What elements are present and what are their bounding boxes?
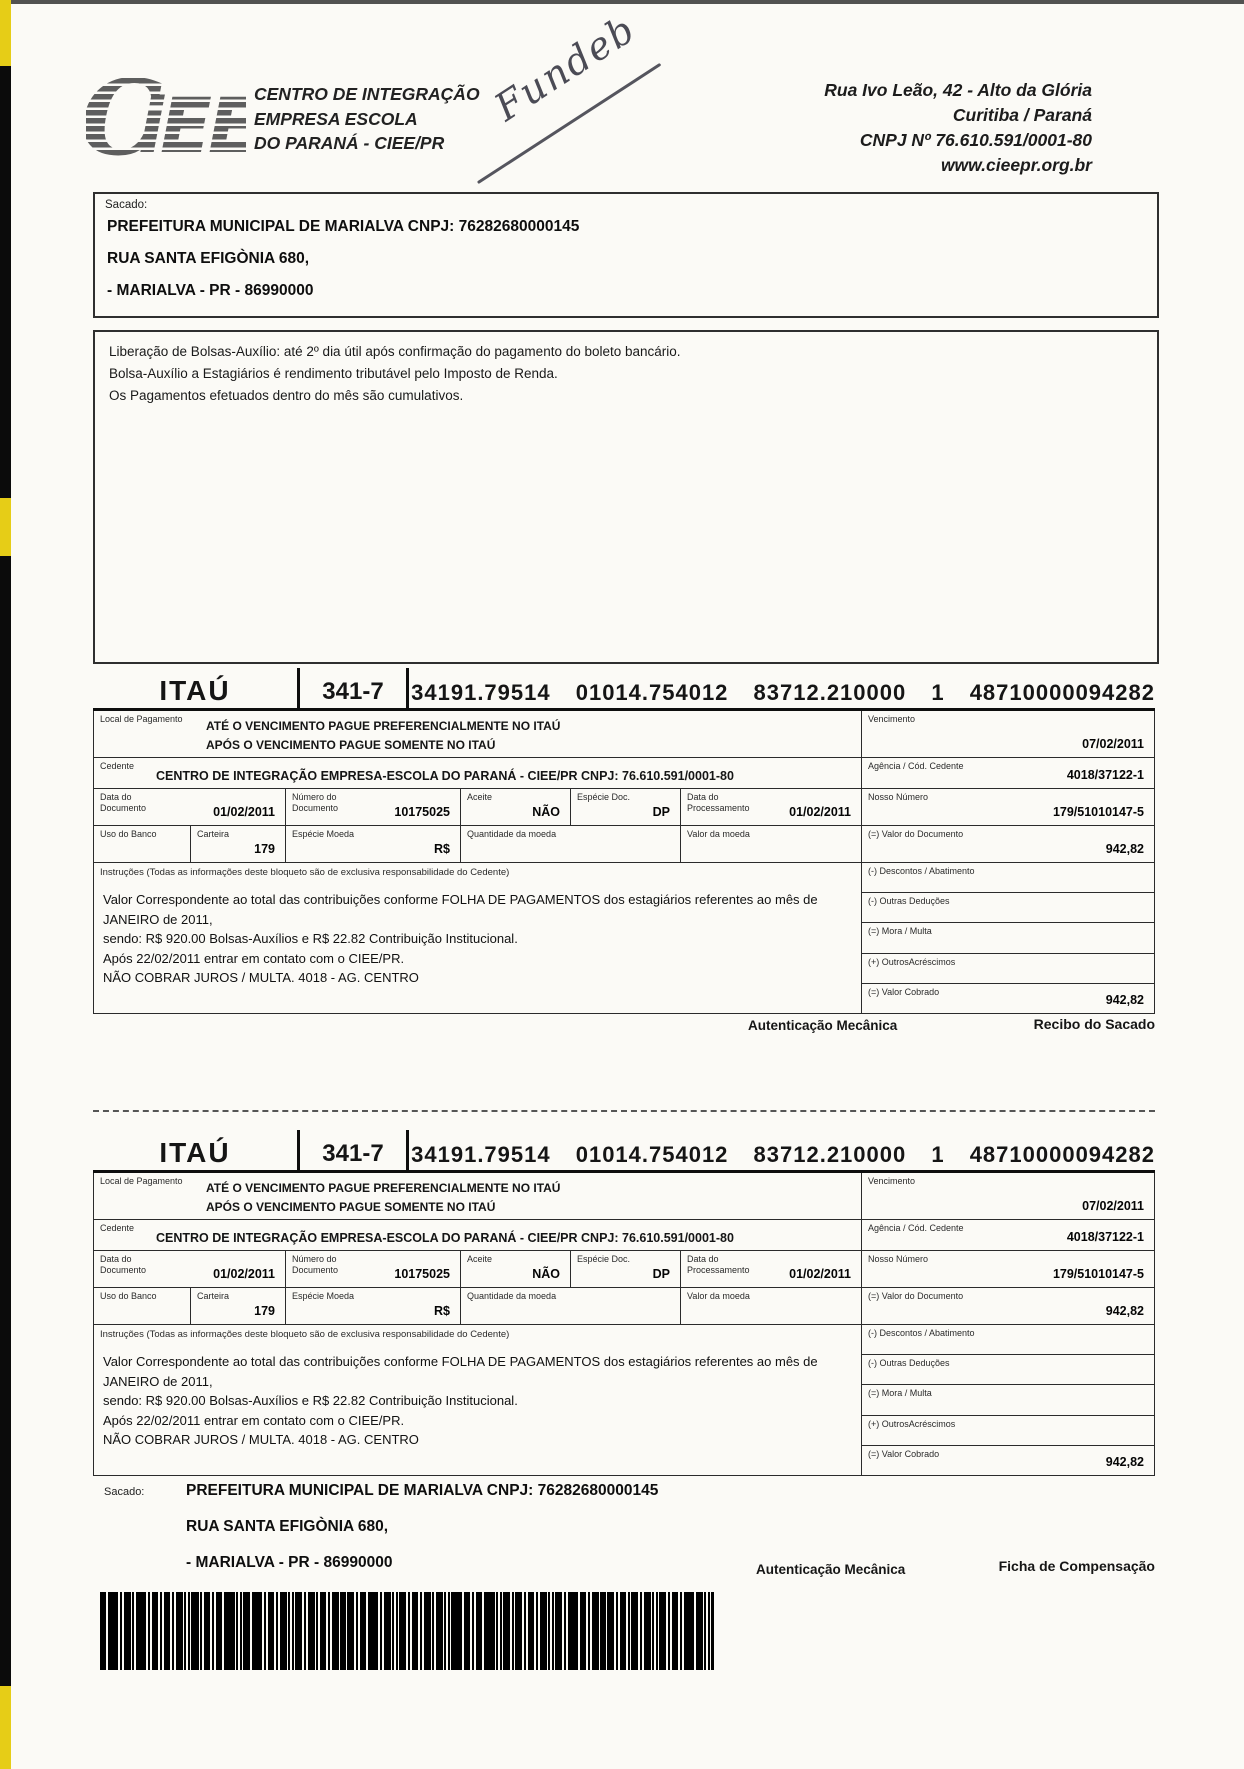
sacado-city: - MARIALVA - PR - 86990000 <box>107 282 314 299</box>
bank-header-row <box>93 668 1155 711</box>
field-label: Número do Documento <box>292 1254 339 1276</box>
digitable-line: 34191.79514 01014.754012 83712.210000 1 48710000094282 <box>411 1142 1155 1167</box>
instrucoes-line: Valor Correspondente ao total das contribuições conforme FOLHA DE PAGAMENTOS dos estagiários referentes ao mês de JANEIRO de 2011, <box>103 1354 818 1389</box>
field-agencia-cod-cedente <box>862 758 1154 788</box>
field-nosso-numero <box>862 1251 1154 1287</box>
totals-stack <box>862 863 1154 1013</box>
handwritten-annotation: Fundeb <box>486 6 644 130</box>
field-value: 179 <box>254 842 275 856</box>
field-label: (+) OutrosAcréscimos <box>868 1418 956 1429</box>
scan-edge-left <box>0 0 11 1769</box>
field-label: Uso do Banco <box>100 1291 157 1301</box>
field-instrucoes <box>94 1325 862 1475</box>
field-value: 10175025 <box>394 805 450 819</box>
field-data-documento <box>94 789 286 825</box>
field-data-processamento <box>681 789 862 825</box>
field-cedente <box>94 1220 862 1250</box>
field-label: Espécie Doc. <box>577 792 631 802</box>
field-value <box>206 1179 560 1217</box>
grid-row <box>94 1220 1154 1251</box>
instrucoes-line: Após 22/02/2011 entrar em contato com o CIEE/PR. <box>103 950 405 966</box>
grid-row <box>94 1251 1154 1288</box>
grid-row <box>94 711 1154 758</box>
field-label: Local de Pagamento <box>100 714 183 724</box>
field-instrucoes <box>94 863 862 1013</box>
field-label: Número do Documento <box>292 792 339 814</box>
field-outros-acrescimos <box>862 1416 1154 1446</box>
recibo-sacado-label: Recibo do Sacado <box>1033 1016 1155 1032</box>
field-label: Vencimento <box>868 714 916 724</box>
sacado-label: Sacado: <box>104 1486 145 1498</box>
grid-row <box>94 1173 1154 1220</box>
field-uso-banco <box>94 1288 191 1324</box>
org-name-block <box>254 82 480 156</box>
field-carteira <box>191 826 286 862</box>
field-label: (+) OutrosAcréscimos <box>868 956 956 967</box>
boleto-ficha-compensacao <box>93 1130 1155 1476</box>
grid-row <box>94 826 1154 863</box>
field-descontos <box>862 1325 1154 1355</box>
notice-line: Os Pagamentos efetuados dentro do mês são cumulativos. <box>109 388 464 403</box>
field-local-pagamento <box>94 711 862 757</box>
field-value: 942,82 <box>1105 842 1144 856</box>
field-outras-deducoes <box>862 893 1154 923</box>
field-value: 4018/37122-1 <box>1066 768 1144 782</box>
field-label: (=) Valor do Documento <box>868 1291 964 1301</box>
field-valor-documento <box>862 826 1154 862</box>
field-label: Data do Documento <box>100 792 147 814</box>
field-value: 01/02/2011 <box>213 805 275 819</box>
field-quantidade-moeda <box>461 1288 681 1324</box>
grid-row <box>94 789 1154 826</box>
field-label: Espécie Moeda <box>292 1291 355 1301</box>
field-label: (-) Outras Deduções <box>868 896 950 907</box>
field-outras-deducoes <box>862 1355 1154 1385</box>
field-data-documento <box>94 1251 286 1287</box>
bank-name: ITAÚ <box>159 1137 231 1168</box>
field-value <box>206 717 560 755</box>
org-line: DO PARANÁ - CIEE/PR <box>254 133 445 153</box>
autenticacao-mecanica-label: Autenticação Mecânica <box>748 1018 898 1033</box>
field-value: 01/02/2011 <box>789 805 851 819</box>
field-aceite <box>461 789 571 825</box>
field-value: 942,82 <box>1105 993 1144 1008</box>
field-label: Local de Pagamento <box>100 1176 183 1186</box>
field-label: Cedente <box>100 1223 135 1233</box>
field-value: 179/51010147-5 <box>1052 1267 1144 1281</box>
notice-line: Bolsa-Auxílio a Estagiários é rendimento tributável pelo Imposto de Renda. <box>109 366 558 381</box>
field-label: (=) Valor do Documento <box>868 829 964 839</box>
field-value: DP <box>652 1267 670 1281</box>
field-valor-documento <box>862 1288 1154 1324</box>
field-quantidade-moeda <box>461 826 681 862</box>
grid-row <box>94 863 1154 1013</box>
field-label: Valor da moeda <box>687 829 750 839</box>
field-value: CENTRO DE INTEGRAÇÃO EMPRESA-ESCOLA DO PARANÁ - CIEE/PR CNPJ: 76.610.591/0001-80 <box>156 769 734 783</box>
instrucoes-line: NÃO COBRAR JUROS / MULTA. 4018 - AG. CENTRO <box>103 970 419 985</box>
instrucoes-text <box>103 1352 847 1450</box>
sacado-name: PREFEITURA MUNICIPAL DE MARIALVA CNPJ: 76282680000145 <box>186 1482 659 1499</box>
field-value: 942,82 <box>1105 1304 1144 1318</box>
field-vencimento <box>862 1173 1154 1219</box>
field-label: Espécie Moeda <box>292 829 355 839</box>
sacado-address: RUA SANTA EFIGÒNIA 680, <box>107 250 310 267</box>
field-label: Valor da moeda <box>687 1291 750 1301</box>
field-especie-doc <box>571 789 681 825</box>
sacado-address: RUA SANTA EFIGÒNIA 680, <box>186 1518 389 1535</box>
field-label: Nosso Número <box>868 792 929 802</box>
field-valor-cobrado <box>862 984 1154 1013</box>
address-line: CNPJ Nº 76.610.591/0001-80 <box>859 129 1092 150</box>
scan-artifact <box>0 498 11 556</box>
field-label: Cedente <box>100 761 135 771</box>
instrucoes-line: sendo: R$ 920.00 Bolsas-Auxílios e R$ 22.82 Contribuição Institucional. <box>103 1393 518 1408</box>
field-label: Aceite <box>467 792 493 802</box>
field-value: 179/51010147-5 <box>1052 805 1144 819</box>
field-value: 4018/37122-1 <box>1066 1230 1144 1244</box>
field-uso-banco <box>94 826 191 862</box>
field-label: Carteira <box>197 829 230 839</box>
field-numero-documento <box>286 789 461 825</box>
field-label: Data do Processamento <box>687 1254 750 1276</box>
notice-box <box>93 330 1159 664</box>
cut-line <box>93 1110 1155 1112</box>
grid-row <box>94 758 1154 789</box>
field-data-processamento <box>681 1251 862 1287</box>
field-label: Agência / Cód. Cedente <box>868 761 964 771</box>
ciee-logo-icon <box>86 62 246 162</box>
instrucoes-line: Valor Correspondente ao total das contribuições conforme FOLHA DE PAGAMENTOS dos estagiários referentes ao mês de JANEIRO de 2011, <box>103 892 818 927</box>
svg-text:iEE: iEE <box>138 81 246 162</box>
field-label: Instruções (Todas as informações deste bloqueto são de exclusiva responsabilidade do Cedente) <box>100 867 510 878</box>
bank-code: 341-7 <box>322 1140 384 1167</box>
field-local-pagamento <box>94 1173 862 1219</box>
field-label: Carteira <box>197 1291 230 1301</box>
field-label: Instruções (Todas as informações deste bloqueto são de exclusiva responsabilidade do Cedente) <box>100 1329 510 1340</box>
field-label: (-) Descontos / Abatimento <box>868 1328 975 1338</box>
field-value: NÃO <box>532 805 560 819</box>
field-mora-multa <box>862 923 1154 953</box>
notice-line: Liberação de Bolsas-Auxílio: até 2º dia útil após confirmação do pagamento do boleto bancário. <box>109 344 681 359</box>
field-value: R$ <box>434 842 450 856</box>
field-value: NÃO <box>532 1267 560 1281</box>
scan-artifact <box>0 0 11 66</box>
field-value: 942,82 <box>1105 1455 1144 1470</box>
field-label: (-) Outras Deduções <box>868 1358 950 1369</box>
field-label: Aceite <box>467 1254 493 1264</box>
bank-header-row <box>93 1130 1155 1173</box>
address-line: Rua Ivo Leão, 42 - Alto da Glória <box>824 80 1092 100</box>
field-label: (=) Valor Cobrado <box>868 986 940 997</box>
bank-name: ITAÚ <box>159 675 231 706</box>
scan-artifact <box>0 1686 11 1769</box>
field-label: Data do Processamento <box>687 792 750 814</box>
field-especie-moeda <box>286 826 461 862</box>
field-value-line: ATÉ O VENCIMENTO PAGUE PREFERENCIALMENTE NO ITAÚ <box>206 1181 561 1195</box>
sacado-name: PREFEITURA MUNICIPAL DE MARIALVA CNPJ: 76282680000145 <box>107 218 580 235</box>
field-outros-acrescimos <box>862 954 1154 984</box>
field-mora-multa <box>862 1385 1154 1415</box>
grid-row <box>94 1288 1154 1325</box>
field-aceite <box>461 1251 571 1287</box>
digitable-line: 34191.79514 01014.754012 83712.210000 1 48710000094282 <box>411 680 1155 705</box>
field-valor-moeda <box>681 1288 862 1324</box>
field-valor-cobrado <box>862 1446 1154 1475</box>
scan-edge-top <box>0 0 1244 4</box>
field-valor-moeda <box>681 826 862 862</box>
grid-row <box>94 1325 1154 1475</box>
field-vencimento <box>862 711 1154 757</box>
field-value-line: ATÉ O VENCIMENTO PAGUE PREFERENCIALMENTE NO ITAÚ <box>206 719 561 733</box>
field-value: DP <box>652 805 670 819</box>
sacado-box <box>93 192 1159 318</box>
field-label: Nosso Número <box>868 1254 929 1264</box>
org-address-block <box>700 78 1092 177</box>
field-label: Agência / Cód. Cedente <box>868 1223 964 1233</box>
address-line: Curitiba / Paraná <box>952 104 1092 125</box>
field-especie-doc <box>571 1251 681 1287</box>
instrucoes-line: sendo: R$ 920.00 Bolsas-Auxílios e R$ 22.82 Contribuição Institucional. <box>103 931 518 946</box>
sacado-city: - MARIALVA - PR - 86990000 <box>186 1554 393 1571</box>
field-value: 07/02/2011 <box>1082 737 1144 751</box>
field-descontos <box>862 863 1154 893</box>
field-especie-moeda <box>286 1288 461 1324</box>
sacado-label: Sacado: <box>105 199 148 211</box>
instrucoes-text <box>103 890 847 988</box>
field-label: Uso do Banco <box>100 829 157 839</box>
field-nosso-numero <box>862 789 1154 825</box>
field-value: 01/02/2011 <box>213 1267 275 1281</box>
field-value: CENTRO DE INTEGRAÇÃO EMPRESA-ESCOLA DO PARANÁ - CIEE/PR CNPJ: 76.610.591/0001-80 <box>156 1231 734 1245</box>
field-label: Data do Documento <box>100 1254 147 1276</box>
field-value: R$ <box>434 1304 450 1318</box>
boleto-grid <box>93 1173 1155 1476</box>
bank-code: 341-7 <box>322 678 384 705</box>
barcode <box>100 1592 714 1670</box>
field-label: Quantidade da moeda <box>467 829 557 839</box>
field-cedente <box>94 758 862 788</box>
field-value-line: APÓS O VENCIMENTO PAGUE SOMENTE NO ITAÚ <box>206 1200 496 1215</box>
website-line: www.cieepr.org.br <box>940 154 1092 175</box>
field-agencia-cod-cedente <box>862 1220 1154 1250</box>
field-label: (-) Descontos / Abatimento <box>868 866 975 876</box>
instrucoes-line: NÃO COBRAR JUROS / MULTA. 4018 - AG. CENTRO <box>103 1432 419 1447</box>
field-value: 01/02/2011 <box>789 1267 851 1281</box>
org-line: EMPRESA ESCOLA <box>254 108 418 129</box>
field-value: 10175025 <box>394 1267 450 1281</box>
instrucoes-line: Após 22/02/2011 entrar em contato com o CIEE/PR. <box>103 1412 405 1428</box>
org-line: CENTRO DE INTEGRAÇÃO <box>254 84 480 104</box>
field-numero-documento <box>286 1251 461 1287</box>
field-value: 07/02/2011 <box>1082 1199 1144 1213</box>
field-label: Vencimento <box>868 1176 916 1186</box>
field-label: Espécie Doc. <box>577 1254 631 1264</box>
svg-text:C: C <box>86 62 163 162</box>
field-label: (=) Mora / Multa <box>868 926 932 937</box>
field-value: 179 <box>254 1304 275 1318</box>
field-label: (=) Valor Cobrado <box>868 1448 940 1459</box>
ficha-compensacao-label: Ficha de Compensação <box>998 1558 1155 1574</box>
field-label: Quantidade da moeda <box>467 1291 557 1301</box>
boleto-grid <box>93 711 1155 1014</box>
autenticacao-mecanica-label: Autenticação Mecânica <box>756 1562 906 1577</box>
boleto-recibo-sacado <box>93 668 1155 1014</box>
field-carteira <box>191 1288 286 1324</box>
totals-stack <box>862 1325 1154 1475</box>
field-value-line: APÓS O VENCIMENTO PAGUE SOMENTE NO ITAÚ <box>206 738 496 753</box>
field-label: (=) Mora / Multa <box>868 1388 932 1399</box>
